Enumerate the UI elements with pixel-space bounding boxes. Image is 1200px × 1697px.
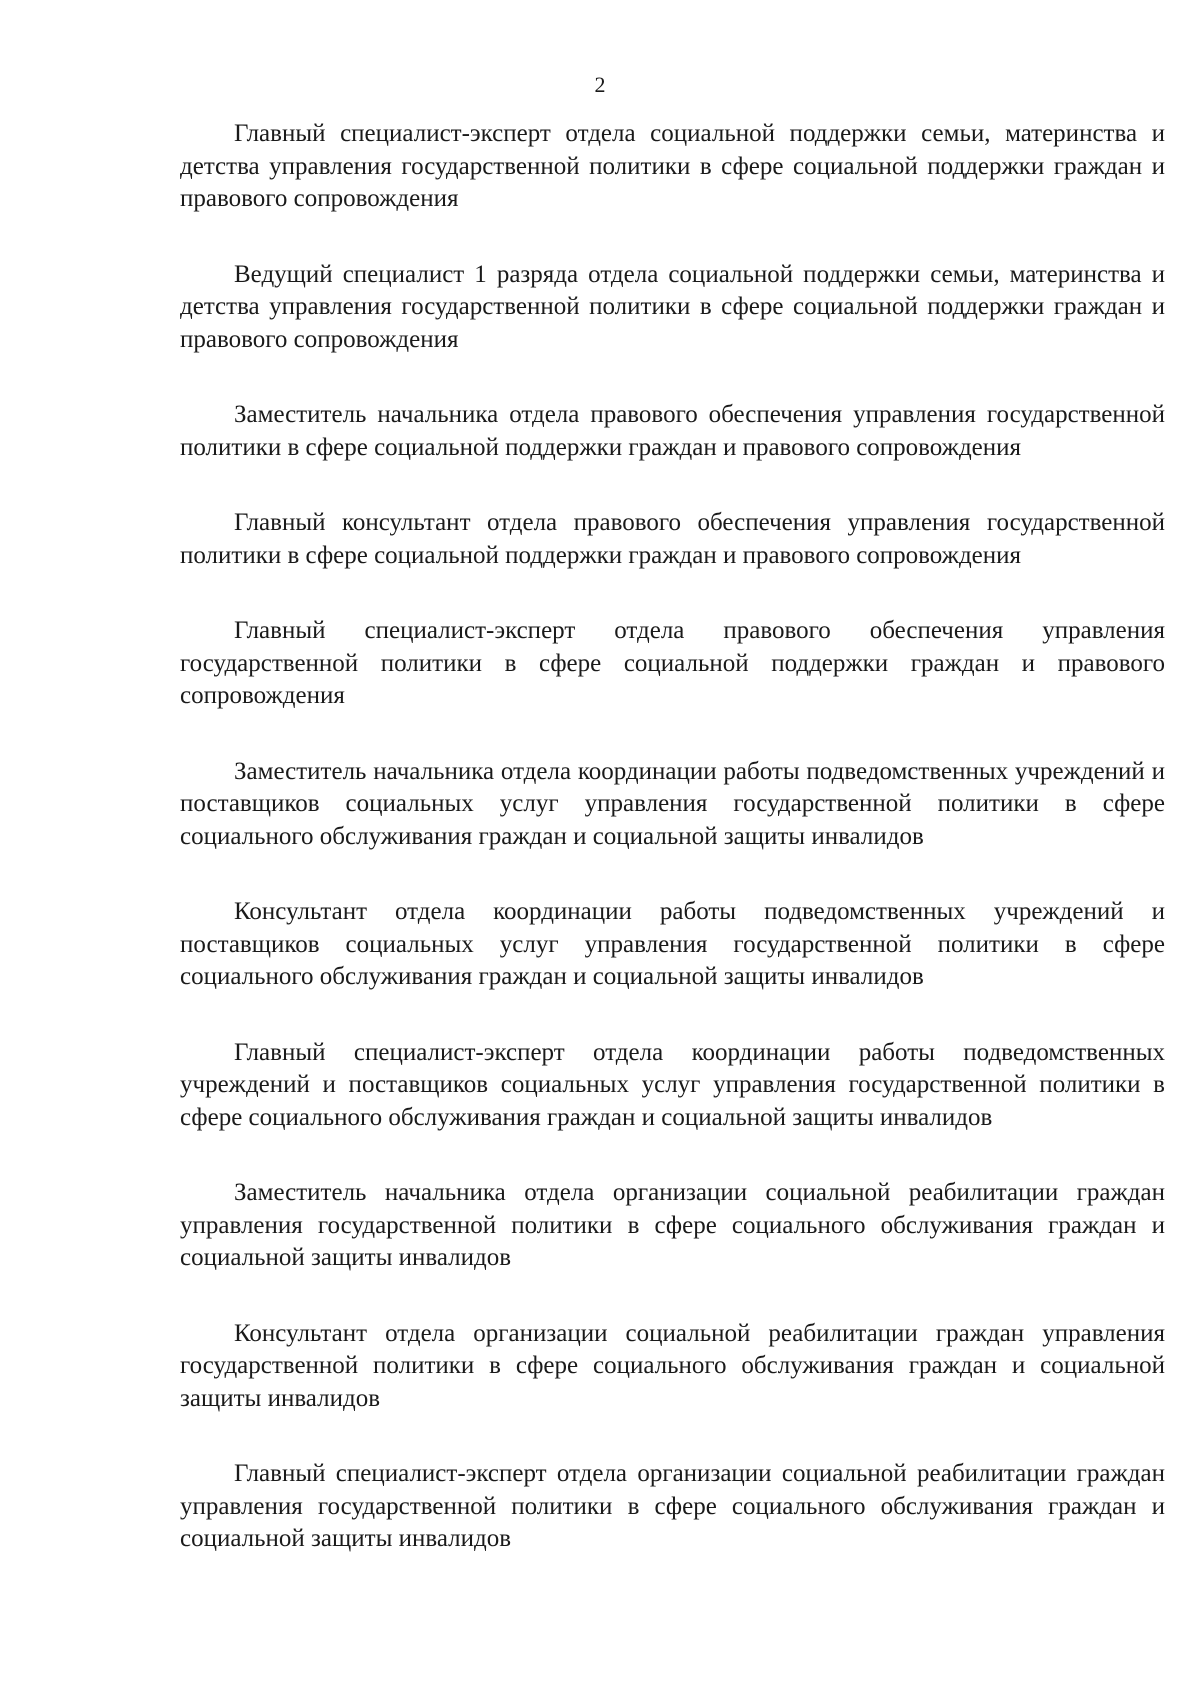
position-entry: Главный специалист-эксперт отдела правового обеспечения управления государственной политики в сфере социальной поддержки граждан и правового сопровождения xyxy=(180,617,1165,709)
position-entry: Заместитель начальника отдела координации работы подведомственных учреждений и поставщиков социальных услуг управления государственной политики в сфере социального обслуживания граждан и социальной защиты инвалидов xyxy=(180,757,1165,850)
page-number: 2 xyxy=(594,72,606,97)
position-entry: Главный консультант отдела правового обеспечения управления государственной политики в сфере социальной поддержки граждан и правового сопровождения xyxy=(180,509,1165,569)
position-entry: Консультант отдела организации социальной реабилитации граждан управления государственной политики в сфере социального обслуживания граждан и социальной защиты инвалидов xyxy=(180,1319,1165,1412)
position-entry: Ведущий специалист 1 разряда отдела социальной поддержки семьи, материнства и детства управления государственной политики в сфере социальной поддержки граждан и правового сопровождения xyxy=(180,260,1165,353)
position-list xyxy=(180,118,1165,1599)
position-entry: Главный специалист-эксперт отдела координации работы подведомственных учреждений и поставщиков социальных услуг управления государственной политики в сфере социального обслуживания граждан и социальной защиты инвалидов xyxy=(180,1038,1165,1131)
position-entry: Заместитель начальника отдела правового обеспечения управления государственной политики в сфере социальной поддержки граждан и правового сопровождения xyxy=(180,401,1165,461)
position-entry: Консультант отдела координации работы подведомственных учреждений и поставщиков социальных услуг управления государственной политики в сфере социального обслуживания граждан и социальной защиты инвалидов xyxy=(180,898,1165,990)
position-entry: Заместитель начальника отдела организации социальной реабилитации граждан управления государственной политики в сфере социального обслуживания граждан и социальной защиты инвалидов xyxy=(180,1179,1165,1271)
position-entry: Главный специалист-эксперт отдела социальной поддержки семьи, материнства и детства управления государственной политики в сфере социальной поддержки граждан и правового сопровождения xyxy=(180,120,1165,212)
position-entry: Главный специалист-эксперт отдела организации социальной реабилитации граждан управления государственной политики в сфере социального обслуживания граждан и социальной защиты инвалидов xyxy=(180,1460,1165,1552)
